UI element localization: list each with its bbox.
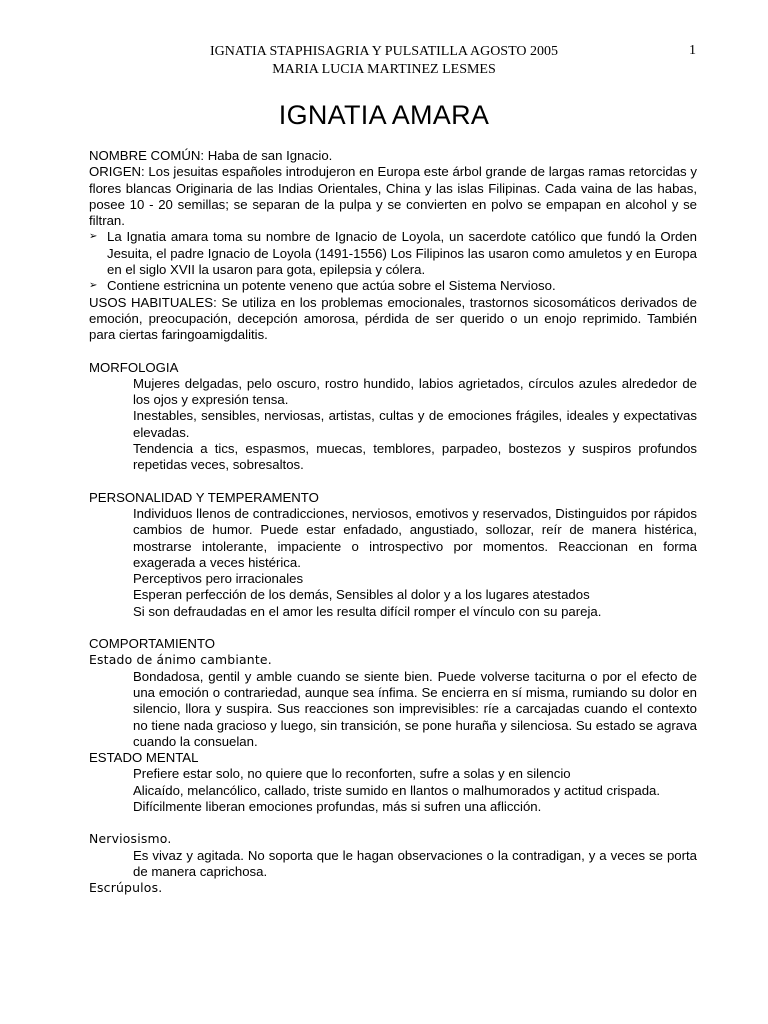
bullet-text: Contiene estricnina un potente veneno que actúa sobre el Sistema Nervioso.	[107, 278, 556, 294]
subheading-estado-animo: Estado de ánimo cambiante.	[89, 652, 272, 668]
section-heading-morfologia: MORFOLOGIA	[89, 359, 179, 375]
comportamiento-text: Bondadosa, gentil y amble cuando se siente bien. Puede volverse taciturna o por el efecto de una emoción o contrariedad, aunque sea ínfima. Se encierra en sí misma, rumiando su dolor en silencio, llora y suspira. Sus reacciones son imprevisibles: ríe a carcajadas cuando el contexto no tiene nada gracioso y luego, sin transición, se pone huraña y silenciosa. Su estado se agrava cuando la consuelan.	[133, 668, 697, 749]
subheading-nerviosismo: Nerviosismo.	[89, 831, 172, 847]
morfologia-item: Mujeres delgadas, pelo oscuro, rostro hundido, labios agrietados, círculos azules alrededor de los ojos y expresión tensa.	[133, 375, 697, 408]
nerviosismo-text: Es vivaz y agitada. No soporta que le hagan observaciones o la contradigan, y a veces se porta de manera caprichosa.	[133, 847, 697, 879]
document-body	[89, 148, 697, 896]
personalidad-item: Esperan perfección de los demás, Sensibles al dolor y a los lugares atestados	[133, 587, 590, 603]
estado-mental-item: Alicaído, melancólico, callado, triste sumido en llantos o malhumorados y actitud crispada.	[133, 782, 661, 798]
header-line-2: MARIA LUCIA MARTINEZ LESMES	[272, 62, 496, 77]
origen-paragraph: ORIGEN: Los jesuitas españoles introdujeron en Europa este árbol grande de largas ramas retorcidas y flores blancas Originaria de las Indias Orientales, China y las islas Filipinas. Cada vaina de las habas, posee 10 - 20 semillas; se separan de la pulpa y se convierten en polvo se empapan en alcohol y se filtran.	[89, 164, 697, 229]
personalidad-item: Perceptivos pero irracionales	[133, 571, 304, 587]
bullet-text: La Ignatia amara toma su nombre de Ignacio de Loyola, un sacerdote católico que fundó la Orden Jesuita, el padre Ignacio de Loyola (1491-1556) Los Filipinos las usaron como amuletos y en Europa en el siglo XVII la usaron para gota, epilepsia y cólera.	[107, 229, 697, 278]
arrow-bullet-icon: ➢	[89, 280, 98, 292]
bullet-item	[89, 278, 697, 294]
section-heading-estado-mental: ESTADO MENTAL	[89, 750, 199, 766]
estado-mental-item: Difícilmente liberan emociones profundas, más si sufren una aflicción.	[133, 798, 542, 814]
header-line-1: IGNATIA STAPHISAGRIA Y PULSATILLA AGOSTO 2005	[210, 44, 558, 59]
personalidad-item: Si son defraudadas en el amor les resulta difícil romper el vínculo con su pareja.	[133, 603, 602, 619]
morfologia-item: Inestables, sensibles, nerviosas, artistas, cultas y de emociones frágiles, ideales y expectativas elevadas.	[133, 408, 697, 440]
page-title: IGNATIA AMARA	[278, 100, 490, 130]
nombre-comun: NOMBRE COMÚN: Haba de san Ignacio.	[89, 148, 333, 163]
subheading-escrupulos: Escrúpulos.	[89, 880, 163, 896]
personalidad-item: Individuos llenos de contradicciones, nerviosos, emotivos y reservados, Distinguidos por rápidos cambios de humor. Puede estar enfadado, angustiado, sollozar, reír de manera histérica, mostrarse intolerante, impaciente o introspectivo por momentos. Reaccionan en forma exagerada a veces histérica.	[133, 505, 697, 570]
section-heading-personalidad: PERSONALIDAD Y TEMPERAMENTO	[89, 489, 319, 505]
estado-mental-item: Prefiere estar solo, no quiere que lo reconforten, sufre a solas y en silencio	[133, 766, 571, 782]
page-number: 1	[689, 43, 696, 58]
bullet-item	[89, 229, 697, 278]
usos-paragraph: USOS HABITUALES: Se utiliza en los problemas emocionales, trastornos sicosomáticos derivados de emoción, preocupación, decepción amorosa, pérdida de ser querido o un enojo reprimido. También para ciertas faringoamigdalitis.	[89, 294, 697, 343]
section-heading-comportamiento: COMPORTAMIENTO	[89, 636, 216, 652]
morfologia-item: Tendencia a tics, espasmos, muecas, temblores, parpadeo, bostezos y suspiros profundos repetidas veces, sobresaltos.	[133, 441, 697, 473]
arrow-bullet-icon: ➢	[89, 231, 98, 243]
